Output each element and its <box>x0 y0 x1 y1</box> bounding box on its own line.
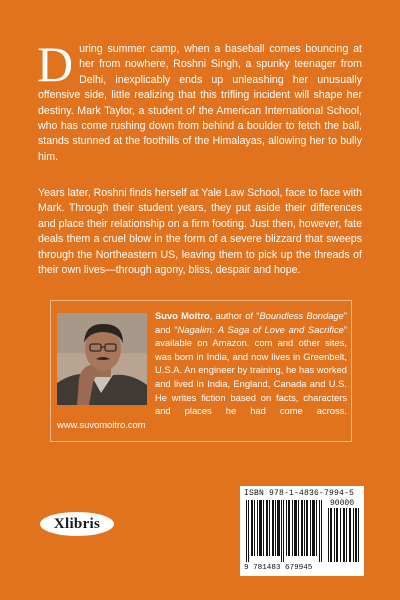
author-bio-text-1: , author of “ <box>209 310 260 321</box>
barcode <box>240 486 364 576</box>
publisher-logo <box>40 512 114 536</box>
author-photo <box>57 313 147 405</box>
barcode-bars <box>244 500 326 562</box>
publisher-logo-text: Xlibris <box>53 515 101 532</box>
book-title-1: Boundless Bondage <box>259 310 344 321</box>
price-addon-number: 90000 <box>330 499 355 508</box>
ean-number: 9 781483 679945 <box>244 564 313 572</box>
book-title-2: Nagalim: A Saga of Love and Sacrifice <box>177 323 344 335</box>
addon-barcode-bars <box>328 508 360 562</box>
author-bio-text-3: ” available on Amazon. com and other sites, was born in India, and now lives in Greenbelt, U.S.A. An engineer by training, he has worked and lived in India, England, Canada and U.S. He writes fiction based on facts, characters and places he had come across. www.suvomoitro.com <box>57 323 347 430</box>
isbn-number: ISBN 978-1-4836-7994-5 <box>244 489 355 498</box>
blurb-paragraph-2: Years later, Roshni finds herself at Yale Law School, face to face with Mark. Through their student years, they put aside their differences and place their relationship on a firm footing. Just then, however, fate deals them a cruel blow in the form of a severe blizzard that sweeps through the Northeastern US, leaving them to pick up the threads of their own lives—through agony, bliss, despair and hope. <box>38 187 362 277</box>
author-bio-text-2: ” and “ <box>155 310 347 335</box>
author-name: Suvo Moitro <box>155 310 210 321</box>
blurb-paragraph-1-text: uring summer camp, when a baseball comes bouncing at her from nowhere, Roshni Singh, a spunky teenager from Delhi, inexplicably ends up unleashing her unusually offensive side, little realizing that this trifling incident will shape her destiny. Mark Taylor, a student of the American International School, who has come rushing down from behind a boulder to fetch the ball, stands stunned at the foothills of the Himalayas, allowing her to bully him. <box>38 43 362 163</box>
drop-cap: D <box>37 36 74 92</box>
blurb-paragraph-1 <box>37 36 362 165</box>
author-bio-box <box>50 300 352 442</box>
